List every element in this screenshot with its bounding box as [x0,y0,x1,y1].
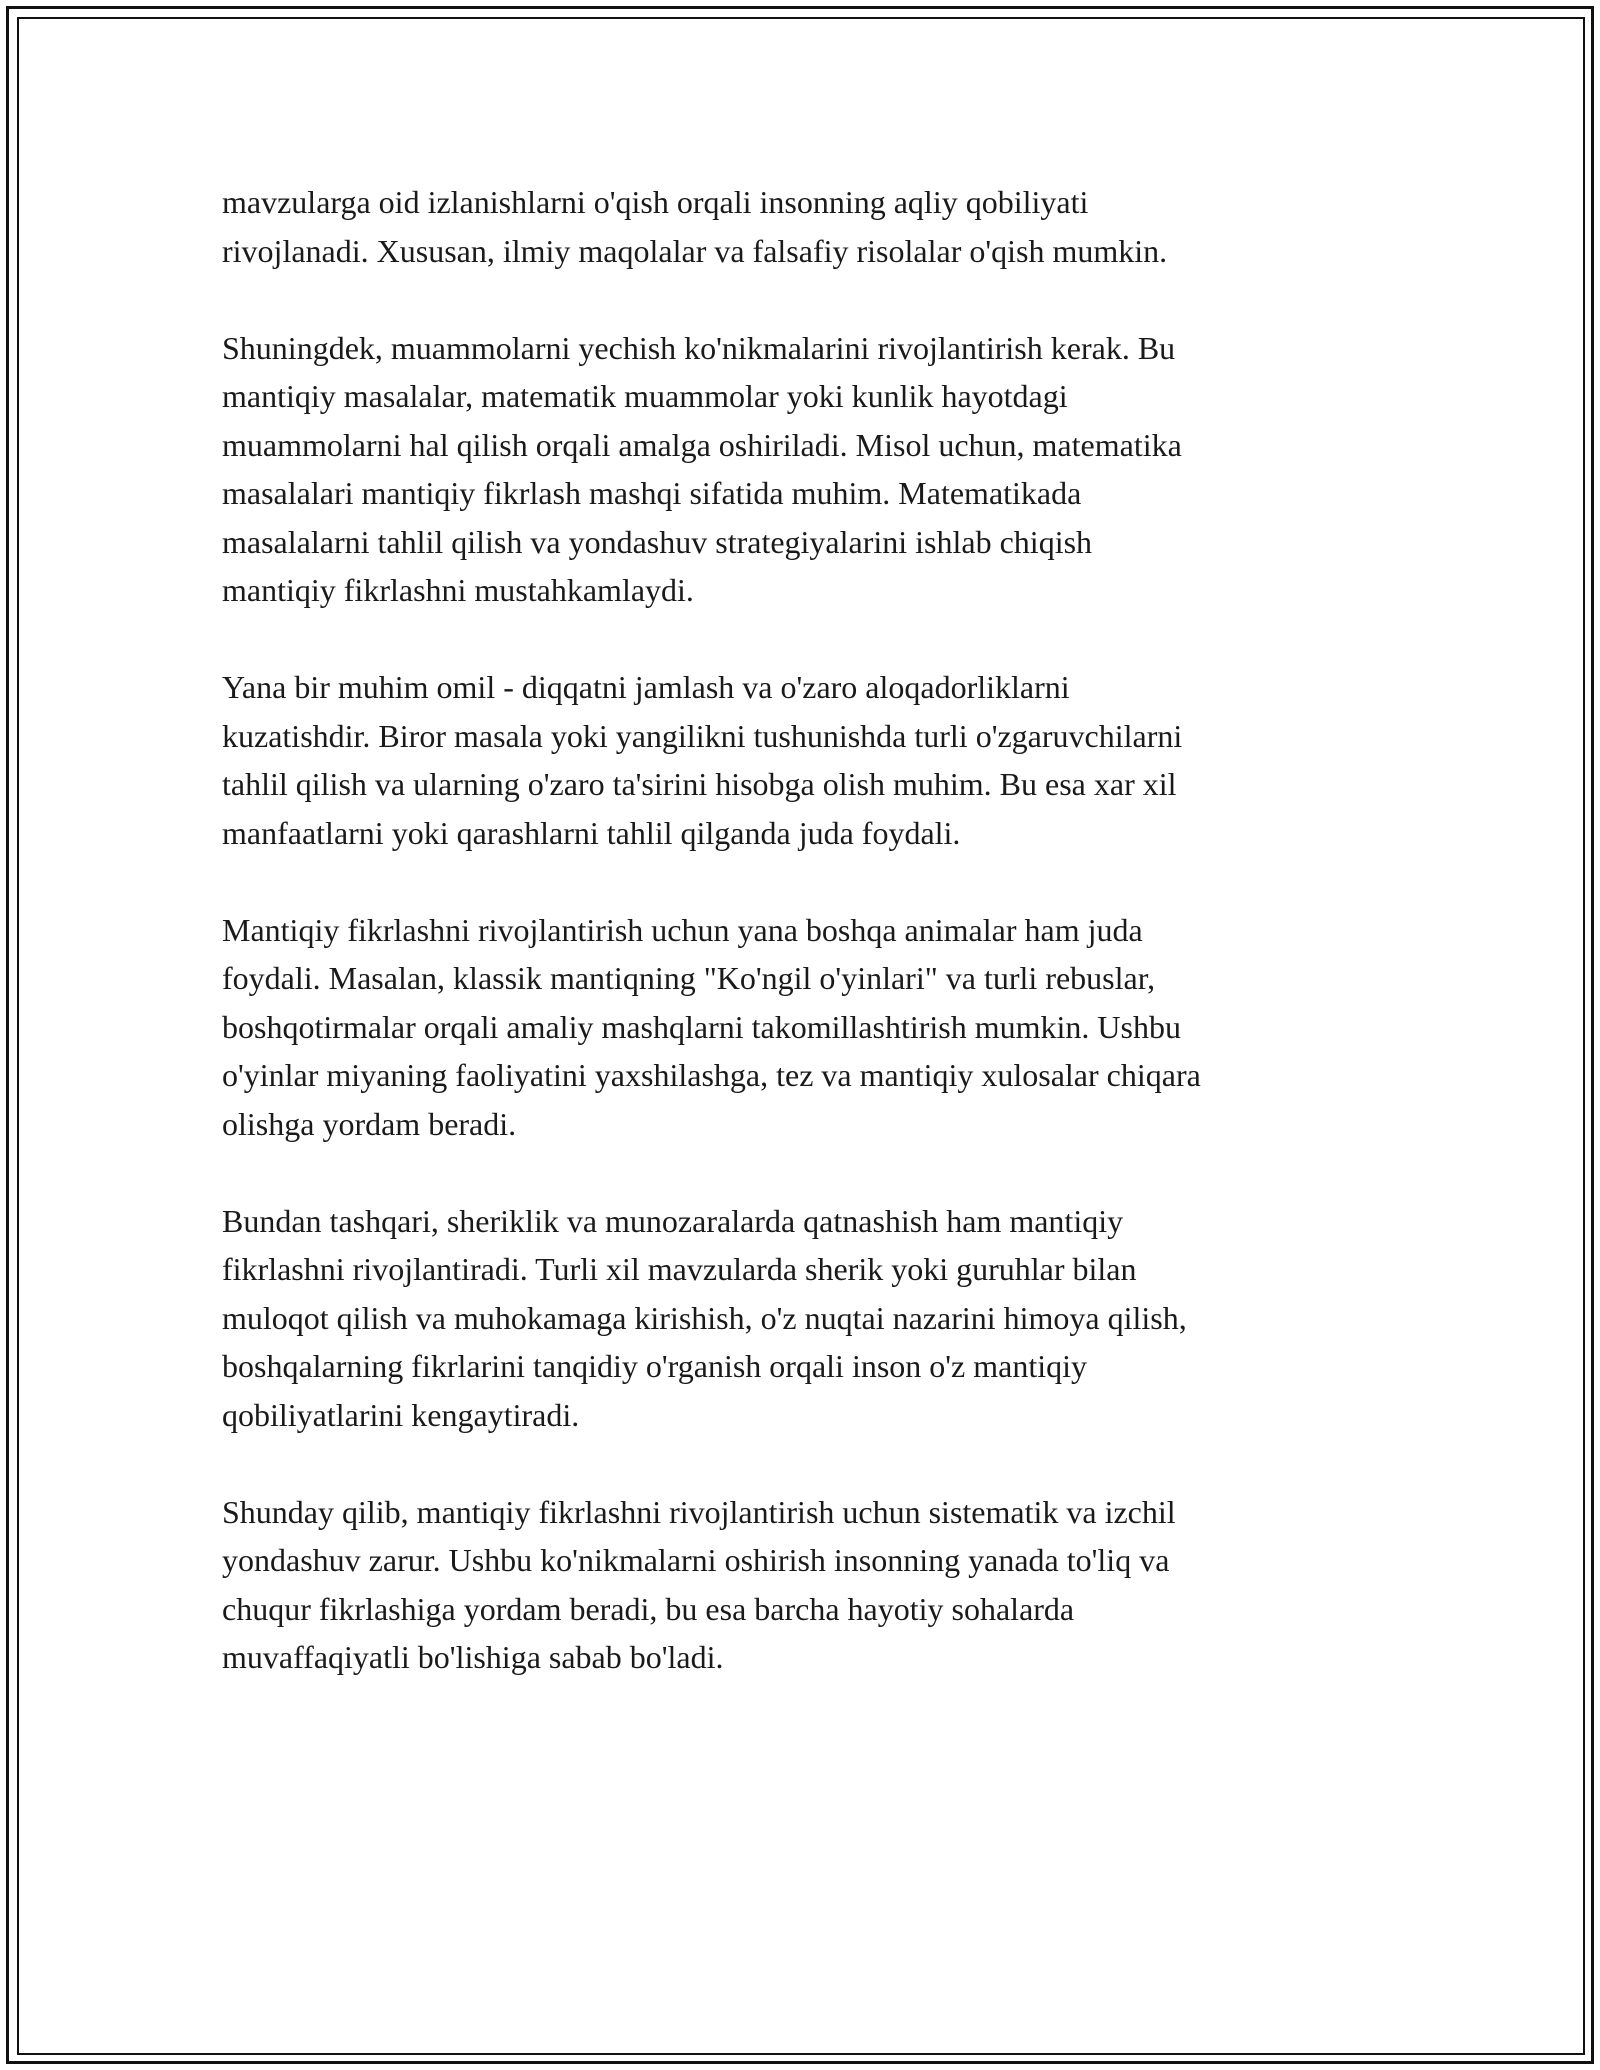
text-line: boshqotirmalar orqali amaliy mashqlarni takomillashtirish mumkin. Ushbu [222,1008,1181,1045]
text-line: yondashuv zarur. Ushbu ko'nikmalarni oshirish insonning yanada to'liq va [222,1542,1170,1578]
text-line: Mantiqiy fikrlashni rivojlantirish uchun yana boshqa animalar ham juda [222,911,1143,948]
text-line: mantiqiy masalalar, matematik muammolar yoki kunlik hayotdagi [222,378,1068,414]
text-line: kuzatishdir. Biror masala yoki yangilikni tushunishda turli o'zgaruvchilarni [222,717,1183,754]
text-line: fikrlashni rivojlantiradi. Turli xil mavzularda sherik yoki guruhlar bilan [222,1251,1137,1287]
text-line: mantiqiy fikrlashni mustahkamlaydi. [222,572,694,608]
text-line: boshqalarning fikrlarini tanqidiy o'rganish orqali inson o'z mantiqiy [222,1348,1088,1384]
text-line: masalalari mantiqiy fikrlash mashqi sifatida muhim. Matematikada [222,475,1082,511]
paragraph-4 [222,906,1362,1149]
paragraph-5 [222,1197,1362,1440]
text-line: chuqur fikrlashiga yordam beradi, bu esa barcha hayotiy sohalarda [222,1590,1075,1627]
text-line: mavzularga oid izlanishlarni o'qish orqali insonning aqliy qobiliyati [222,184,1089,220]
text-line: o'yinlar miyaning faoliyatini yaxshilashga, tez va mantiqiy xulosalar chiqara [222,1057,1201,1093]
document-body [222,178,1362,1730]
text-line: Yana bir muhim omil - diqqatni jamlash va o'zaro aloqadorliklarni [222,669,1070,705]
text-line: muvaffaqiyatli bo'lishiga sabab bo'ladi. [222,1639,724,1675]
text-line: muammolarni hal qilish orqali amalga oshiriladi. Misol uchun, matematika [222,426,1182,463]
text-line: muloqot qilish va muhokamaga kirishish, o'z nuqtai nazarini himoya qilish, [222,1299,1187,1336]
paragraph-6 [222,1488,1362,1682]
text-line: Shunday qilib, mantiqiy fikrlashni rivojlantirish uchun sistematik va izchil [222,1493,1176,1530]
text-line: foydali. Masalan, klassik mantiqning "Ko'ngil o'yinlari" va turli rebuslar, [222,960,1156,996]
paragraph-1 [222,178,1362,275]
paragraph-3 [222,663,1362,857]
paragraph-2 [222,324,1362,615]
text-line: tahlil qilish va ularning o'zaro ta'sirini hisobga olish muhim. Bu esa xar xil [222,766,1177,802]
text-line: Shuningdek, muammolarni yechish ko'nikmalarini rivojlantirish kerak. Bu [222,329,1176,366]
text-line: olishga yordam beradi. [222,1105,517,1142]
text-line: masalalarni tahlil qilish va yondashuv strategiyalarini ishlab chiqish [222,523,1093,560]
text-line: rivojlanadi. Xususan, ilmiy maqolalar va falsafiy risolalar o'qish mumkin. [222,232,1168,269]
text-line: qobiliyatlarini kengaytiradi. [222,1396,580,1433]
text-line: Bundan tashqari, sheriklik va munozaralarda qatnashish ham mantiqiy [222,1202,1124,1239]
text-line: manfaatlarni yoki qarashlarni tahlil qilganda juda foydali. [222,814,961,851]
